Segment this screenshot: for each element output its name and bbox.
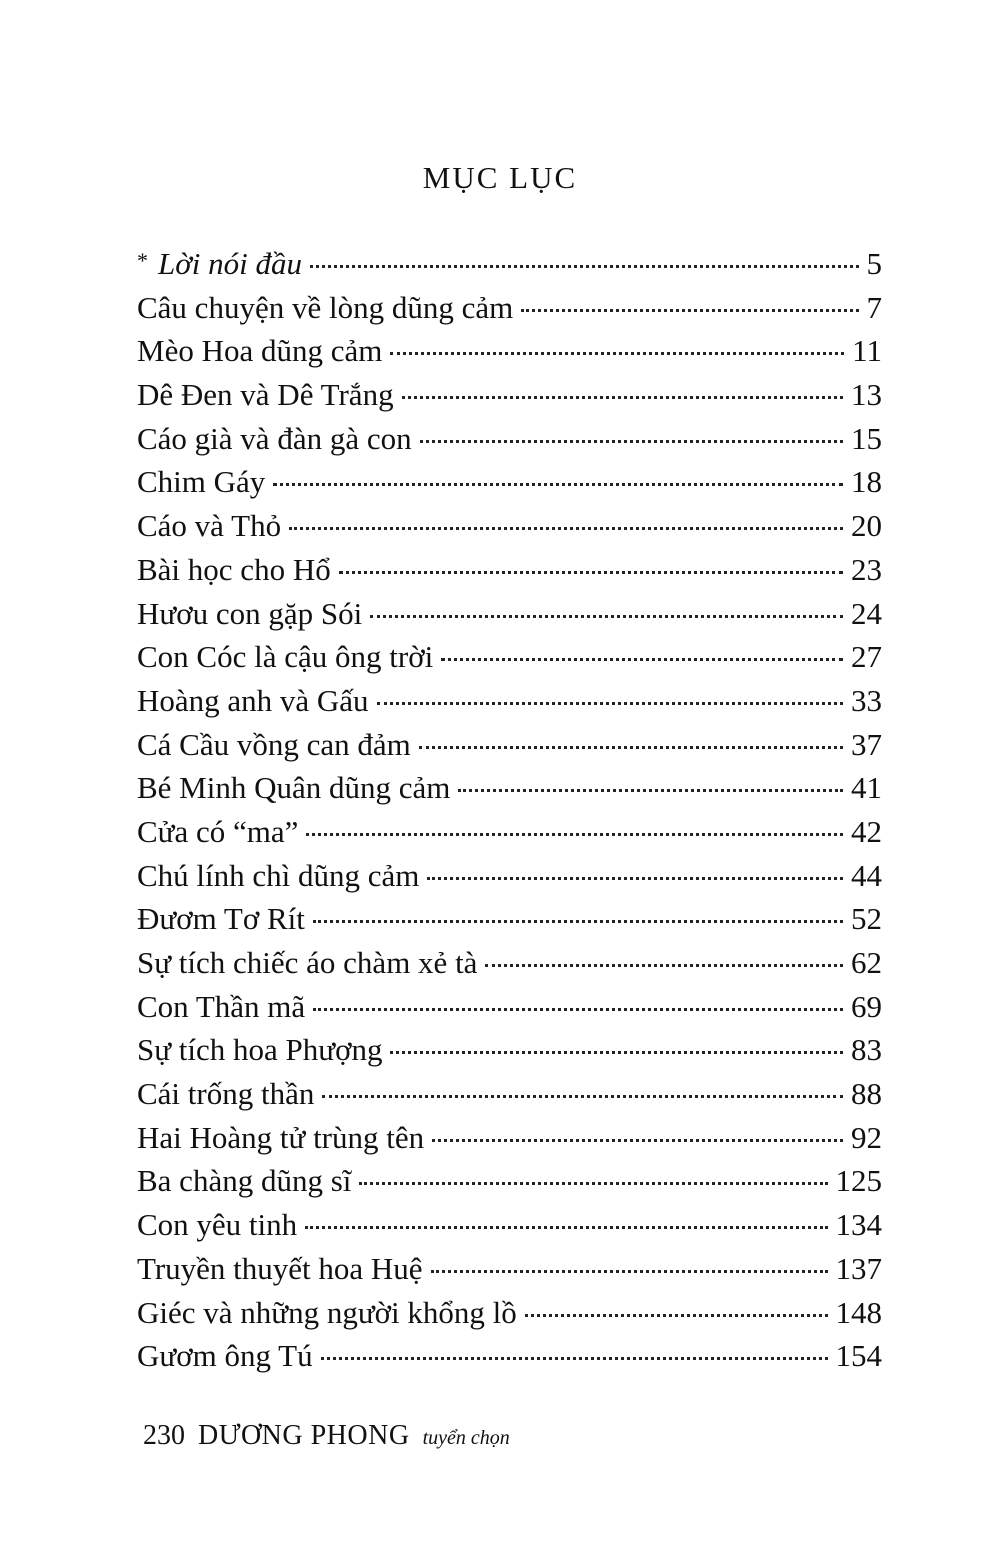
toc-entry [137,897,882,941]
toc-entry-title [137,723,415,767]
toc-entry-page: 5 [866,246,882,281]
toc-entry-page: 18 [851,464,882,500]
toc-entry-label: Đươm Tơ Rít [137,901,305,937]
toc-entry [137,679,882,723]
dot-leader [306,833,843,836]
toc-entry-page: 41 [851,770,882,806]
dot-leader [432,1139,843,1142]
toc-entry [137,766,882,810]
toc-entry-title [137,1334,317,1378]
toc-entry-label: Lời nói đầu [158,246,303,281]
toc-entry-title [137,329,386,373]
toc-entry [137,810,882,854]
toc-entry-page: 24 [851,595,882,631]
toc-entry-title [137,1159,355,1203]
footer-tag: tuyển chọn [422,1427,510,1449]
toc-entry-label: Hươu con gặp Sói [137,595,363,631]
toc-entry [137,1116,882,1160]
dot-leader [521,309,858,312]
dot-leader [390,1051,843,1054]
toc-entry [137,941,882,985]
toc-entry [137,635,882,679]
toc-entry-page: 62 [851,945,882,980]
dot-leader [420,440,843,443]
toc-entry-title [137,592,366,636]
toc-entry-title [137,810,302,854]
footer-author: DƯƠNG PHONG [198,1420,410,1451]
toc-entry [137,723,882,767]
toc-entry-label: Cáo già và đàn gà con [137,420,412,456]
toc-entry-label: Con Thần mã [137,988,306,1024]
toc-entry [137,286,882,330]
page-footer [143,1418,510,1456]
toc-entry-label: Con yêu tinh [137,1207,298,1243]
star-icon: * [137,248,148,273]
toc-entry-page: 137 [835,1250,882,1286]
dot-leader [359,1182,827,1185]
toc-entry-title [137,504,285,548]
toc-entry [137,242,882,286]
toc-entry-title [137,679,373,723]
toc-entry-title [137,417,416,461]
toc-entry [137,417,882,461]
toc-entry-page: 44 [851,857,882,893]
toc-entry-label: Truyền thuyết hoa Huệ [137,1250,423,1286]
toc-entry-page: 134 [835,1207,882,1243]
toc-entry-page: 20 [851,508,882,544]
dot-leader [322,1095,843,1098]
toc-entry-label: Sự tích chiếc áo chàm xẻ tà [137,945,478,980]
dot-leader [441,658,843,661]
toc-entry-page: 69 [851,988,882,1024]
toc-entry [137,1072,882,1116]
toc-entry-title [137,941,481,985]
toc-entry-page: 15 [851,420,882,456]
toc-entry-page: 42 [851,813,882,849]
toc-entry-title [137,635,437,679]
toc-entry-title [137,854,423,898]
dot-leader [310,265,858,268]
toc-entry-label: Sự tích hoa Phượng [137,1032,383,1068]
toc-entry-label: Giéc và những người khổng lồ [137,1294,517,1330]
toc-entry [137,592,882,636]
toc-entry-title [137,1116,428,1160]
dot-leader [370,615,843,618]
toc-entry-page: 11 [852,333,882,369]
toc-entry [137,373,882,417]
dot-leader [485,964,843,967]
toc-entry-label: Mèo Hoa dũng cảm [137,333,383,369]
toc-entry-label: Cái trống thần [137,1076,315,1112]
dot-leader [390,352,844,355]
toc-entry-title [137,286,517,330]
toc-entry-title [137,548,335,592]
toc-entry-title [137,460,269,504]
toc-entry-label: Bài học cho Hổ [137,551,331,587]
toc-entry [137,548,882,592]
toc-entry [137,504,882,548]
toc-entry-label: Con Cóc là cậu ông trời [137,639,434,675]
toc-entry-title [137,373,398,417]
toc-entry-page: 148 [835,1294,882,1330]
toc-entry-title [137,1028,386,1072]
toc-entry-page: 88 [851,1076,882,1112]
dot-leader [289,527,843,530]
toc-entry-label: Hoàng anh và Gấu [137,682,369,718]
toc-entry-page: 7 [866,289,882,325]
dot-leader [313,1008,843,1011]
dot-leader [321,1357,828,1360]
toc-entry-title [137,766,454,810]
toc-entry [137,1028,882,1072]
table-of-contents [137,242,882,1378]
toc-entry-label: Ba chàng dũng sĩ [137,1163,352,1199]
toc-entry-label: Chú lính chì dũng cảm [137,857,420,893]
toc-entry-page: 83 [851,1032,882,1068]
dot-leader [313,920,843,923]
toc-entry [137,1334,882,1378]
toc-entry-page: 52 [851,901,882,937]
footer-page-number: 230 [143,1420,185,1451]
dot-leader [525,1314,828,1317]
dot-leader [339,571,843,574]
toc-entry-title [137,897,309,941]
toc-entry-page: 33 [851,682,882,718]
toc-entry-title [137,1072,318,1116]
dot-leader [419,746,843,749]
toc-entry-label: Câu chuyện về lòng dũng cảm [137,289,514,325]
dot-leader [377,702,843,705]
toc-entry-page: 13 [851,377,882,413]
toc-entry-title [137,242,306,289]
toc-entry [137,1291,882,1335]
toc-entry [137,460,882,504]
toc-entry [137,329,882,373]
toc-entry-label: Hai Hoàng tử trùng tên [137,1119,425,1155]
toc-entry-page: 92 [851,1119,882,1155]
toc-entry-page: 125 [835,1163,882,1199]
toc-entry [137,1159,882,1203]
toc-entry [137,1203,882,1247]
toc-entry-label: Cá Cầu vồng can đảm [137,726,411,762]
toc-entry-page: 27 [851,639,882,675]
toc-entry-page: 37 [851,726,882,762]
toc-entry-page: 23 [851,551,882,587]
page-title: MỤC LỤC [422,160,578,195]
toc-entry-label: Cáo và Thỏ [137,508,282,544]
toc-entry-label: Gươm ông Tú [137,1338,313,1374]
toc-entry [137,1247,882,1291]
dot-leader [402,396,843,399]
toc-entry [137,854,882,898]
toc-entry-title [137,985,309,1029]
dot-leader [431,1270,828,1273]
toc-entry-title [137,1291,521,1335]
dot-leader [305,1226,827,1229]
dot-leader [427,877,843,880]
dot-leader [273,483,843,486]
toc-entry-title [137,1203,301,1247]
toc-entry-label: Dê Đen và Dê Trắng [137,377,394,413]
toc-entry-page: 154 [835,1338,882,1374]
toc-entry-label: Bé Minh Quân dũng cảm [137,770,451,806]
toc-entry-title [137,1247,427,1291]
dot-leader [458,789,843,792]
toc-entry [137,985,882,1029]
toc-entry-label: Chim Gáy [137,464,266,500]
toc-entry-label: Cửa có “ma” [137,813,299,849]
